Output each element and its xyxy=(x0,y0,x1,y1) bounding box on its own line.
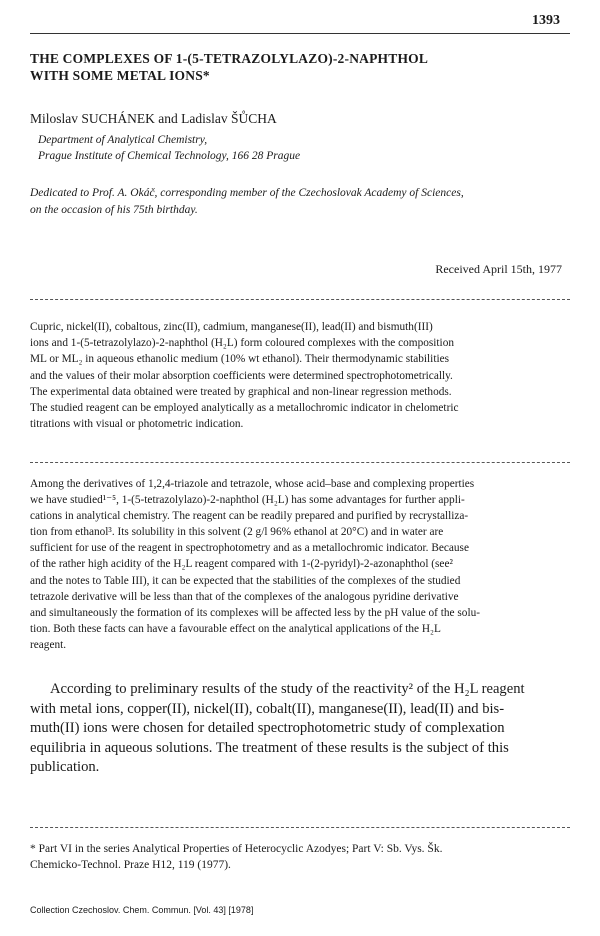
header-rule xyxy=(30,33,570,34)
footnote-divider xyxy=(30,827,570,828)
section-divider xyxy=(30,299,570,300)
received-date: Received April 15th, 1977 xyxy=(435,262,562,276)
body-line: publication. xyxy=(30,759,100,775)
intro-line: Among the derivatives of 1,2,4-triazole and tetrazole, whose acid–base and complexing properties xyxy=(30,478,475,490)
journal-citation: Collection Czechoslov. Chem. Commun. [Vol. 43] [1978] xyxy=(30,905,254,915)
abstract-line: ML or ML₂ in aqueous ethanolic medium (10% wt ethanol). Their thermodynamic stabilities xyxy=(30,353,450,366)
abstract-line: titrations with visual or photometric indication. xyxy=(30,418,244,431)
intro-line: sufficient for use of the reagent in spectrophotometry and as a metallochromic indicator. Because xyxy=(30,542,469,555)
dedication-line: on the occasion of his 75th birthday. xyxy=(30,204,198,216)
intro-line: tetrazole derivative will be less than that of the complexes of the analogous pyridine derivative xyxy=(30,590,459,603)
intro-line: cations in analytical chemistry. The reagent can be readily prepared and purified by recrystalliza- xyxy=(30,510,469,523)
affiliation-line: Prague Institute of Chemical Technology, 166 28 Prague xyxy=(38,150,301,162)
footnote-line: * Part VI in the series Analytical Properties of Heterocyclic Azodyes; Part V: Sb. Vys. Šk. xyxy=(30,843,443,855)
intro-line: and the notes to Table III), it can be expected that the stabilities of the complexes of the studied xyxy=(30,574,461,587)
abstract-line: ions and 1-(5-tetrazolylazo)-2-naphthol (H₂L) form coloured complexes with the composition xyxy=(30,337,454,350)
authors: Miloslav SUCHÁNEK and Ladislav ŠŮCHA xyxy=(30,111,277,126)
affiliation xyxy=(38,132,300,164)
footnote xyxy=(30,841,575,873)
footnote-line: Chemicko-Technol. Praze H12, 119 (1977). xyxy=(30,859,231,871)
abstract xyxy=(30,319,575,432)
body-line: equilibria in aqueous solutions. The treatment of these results is the subject of this xyxy=(30,739,509,756)
title-line: WITH SOME METAL IONS* xyxy=(30,68,210,83)
abstract-line: and the values of their molar absorption coefficients were determined spectrophotometrically. xyxy=(30,369,453,382)
intro-line: and simultaneously the formation of its complexes will be affected less by the pH value of the solu- xyxy=(30,606,480,619)
body-line: According to preliminary results of the study of the reactivity² of the H₂L reagent xyxy=(50,681,525,697)
body-line: with metal ions, copper(II), nickel(II), cobalt(II), manganese(II), lead(II) and bis- xyxy=(30,700,505,717)
affiliation-line: Department of Analytical Chemistry, xyxy=(38,134,208,146)
intro-line: tion. Both these facts can have a favourable effect on the analytical applications of the H₂L xyxy=(30,622,441,635)
page-number: 1393 xyxy=(532,13,560,28)
body-paragraph xyxy=(30,680,575,778)
abstract-line: The studied reagent can be employed analytically as a metallochromic indicator in chelometric xyxy=(30,402,459,415)
intro-line: tion from ethanol³. Its solubility in this solvent (2 g/l 96% ethanol at 20°C) and in water are xyxy=(30,526,444,539)
abstract-line: Cupric, nickel(II), cobaltous, zinc(II), cadmium, manganese(II), lead(II) and bismuth(III) xyxy=(30,321,433,333)
intro-paragraph xyxy=(30,476,575,653)
intro-line: reagent. xyxy=(30,638,67,651)
title-line: THE COMPLEXES OF 1-(5-TETRAZOLYLAZO)-2-NAPHTHOL xyxy=(30,51,429,66)
body-line: muth(II) ions were chosen for detailed spectrophotometric study of complexation xyxy=(30,720,505,736)
intro-line: of the rather high acidity of the H₂L reagent compared with 1-(2-pyridyl)-2-azonaphthol (see² xyxy=(30,558,453,571)
abstract-line: The experimental data obtained were treated by graphical and non-linear regression methods. xyxy=(30,385,452,398)
section-divider xyxy=(30,462,570,463)
dedication xyxy=(30,185,575,219)
article-title xyxy=(30,50,570,84)
intro-line: we have studied¹⁻⁵, 1-(5-tetrazolylazo)-2-naphthol (H₂L) has some advantages for further appli- xyxy=(30,494,465,507)
dedication-line: Dedicated to Prof. A. Okáč, corresponding member of the Czechoslovak Academy of Sciences, xyxy=(30,187,464,199)
